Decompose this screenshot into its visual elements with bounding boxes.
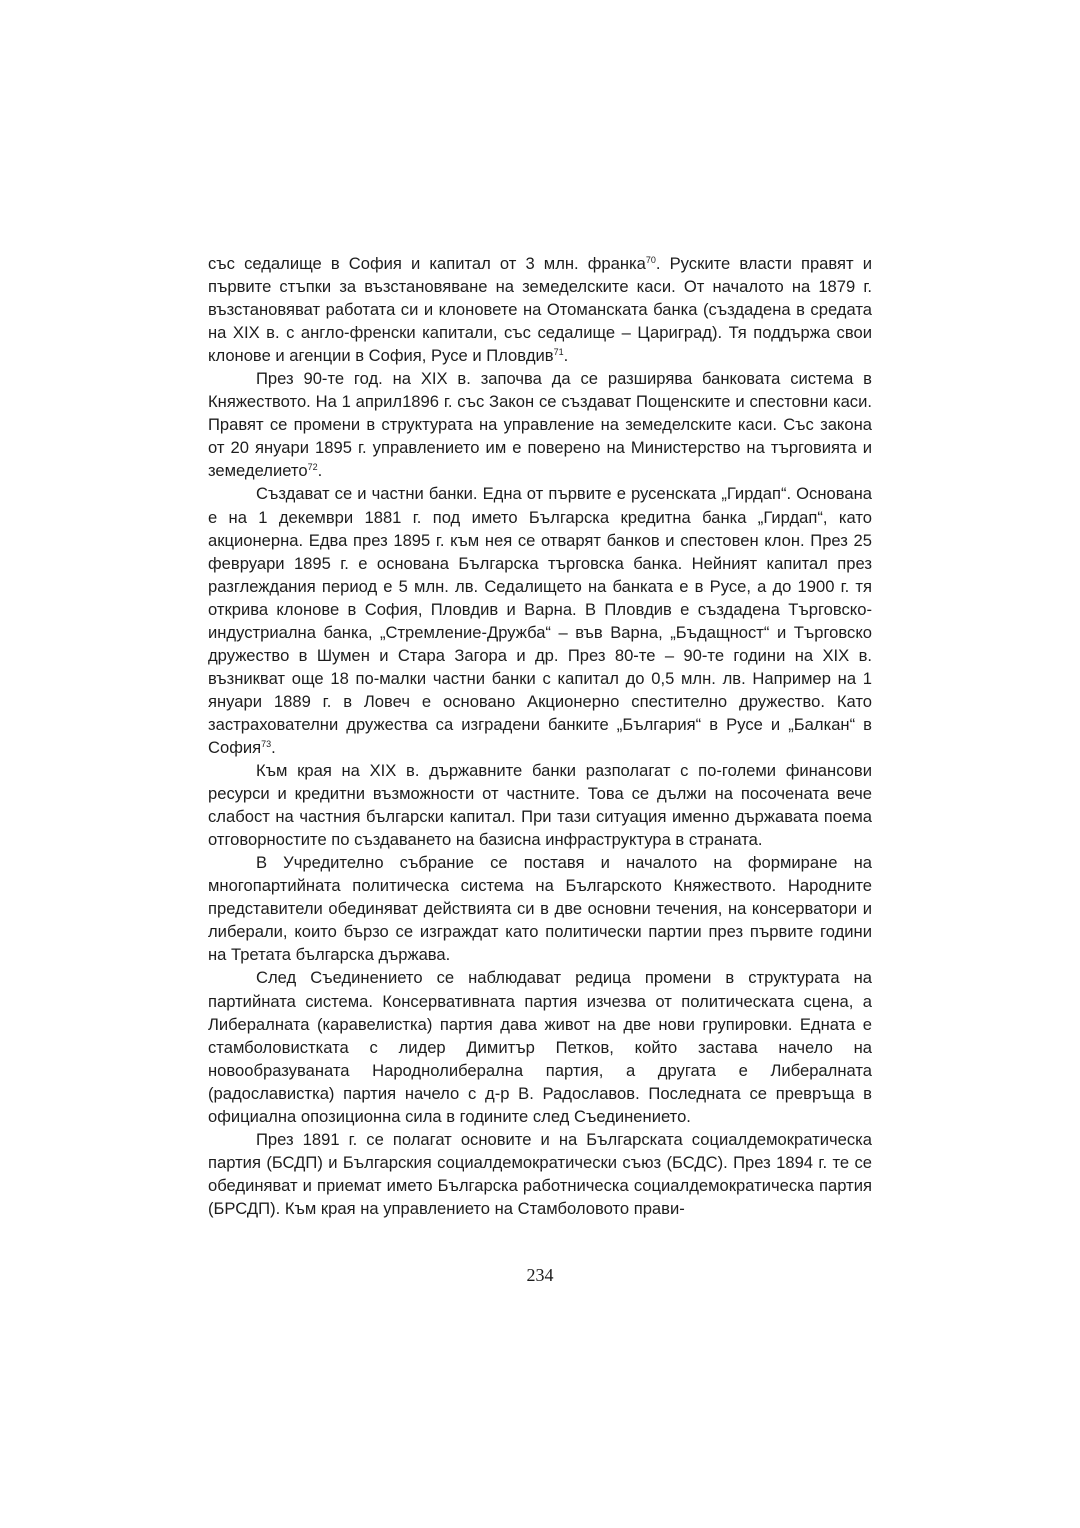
- text-segment: .: [271, 737, 276, 757]
- paragraph: [208, 252, 872, 367]
- text-segment: В Учредително събрание се поставя и началото на формиране на многопартийната политическа система на Българското Княжеството. Народните представители обединяват действията си в две основни течения, на консерватори и либерали, които бързо се изграждат като политически партии през първите години на Третата българска държава.: [208, 853, 872, 965]
- footnote-ref[interactable]: 70: [645, 255, 656, 265]
- paragraph: [208, 851, 872, 966]
- page-number: 234: [526, 1265, 554, 1285]
- footnote-ref[interactable]: 73: [261, 738, 272, 749]
- paragraph: [208, 367, 872, 482]
- text-segment: Създават се и частни банки. Една от първите е русенската „Гирдап“. Основана е на 1 декември 1881 г. под името Българска кредитна банка „Гирдап“, като акционерна. Едва през 1895 г. към нея се отварят банков и спестовен клон. През 25 февруари 1895 г. е основана Българска търговска банка. Нейният капитал през разглеждания период е 5 млн. лв. Седалището на банката е в Русе, а до 1900 г. тя открива клонове в София, Пловдив и Варна. В Пловдив е създадена Търговско-индустриална банка, „Стремление-Дружба“ – във Варна, „Бъдащност“ и Търговско дружество в Шумен и Стара Загора и др. През 80-те – 90-те години на XIX в. възникват още 18 по-малки частни банки с капитал до 0,5 млн. лв. Например на 1 януари 1889 г. в Ловеч е основано Акционерно спестително дружество. Като застрахователни дружества са изградени банките „България“ в Русе и „Балкан“ в София: [208, 484, 872, 757]
- text-segment: със седалище в София и капитал от 3 млн. франка: [208, 254, 646, 273]
- text-segment: През 1891 г. се полагат основите и на Българската социалдемократическа партия (БСДП) и Българския социалдемократически съюз (БСДС). През 1894 г. те се обединяват и приемат името Българска работническа социалдемократическа партия (БРСДП). Към края на управлението на Стамболовото прави-: [208, 1129, 872, 1218]
- text-segment: След Съединението се наблюдават редица промени в структурата на партийната система. Консервативната партия изчезва от политическата сцена, а Либералната (каравелистка) партия дава живот на две нови групировки. Едната е стамболовистката с лидер Димитър Петков, който застава начело на новообразуваната Народнолиберална партия, а другата е Либералната (радославистка) партия начело с д-р В. Радославов. Последната се превръща в официална опозиционна сила в годините след Съединението.: [208, 968, 872, 1126]
- text-segment: . Руските власти правят и първите стъпки за възстановяване на земеделските каси. От началото на 1879 г. възстановяват работата си и клоновете на Отоманската банка (създадена в средата на XIX в. с англо-френски капитали, със седалище – Цариград). Тя поддържа свои клонове и агенции в София, Русе и Пловдив: [208, 254, 872, 366]
- paragraph: [208, 759, 872, 851]
- paragraph: [208, 1128, 872, 1220]
- footnote-ref[interactable]: 71: [553, 347, 564, 358]
- text-segment: .: [563, 346, 569, 366]
- paragraph: [208, 966, 872, 1127]
- text-segment: .: [317, 461, 323, 481]
- paragraph: [208, 482, 872, 759]
- text-segment: През 90-те год. на XIX в. започва да се разширява банковата система в Княжеството. На 1 април1896 г. със Закон се създават Пощенските и спестовни каси. Правят се промени в структурата на управление на земеделските каси. Със закона от 20 януари 1895 г. управлението им е поверено на Министерство на търговията и земеделието: [208, 369, 872, 481]
- footnote-ref[interactable]: 72: [307, 462, 318, 473]
- body-text: [208, 252, 872, 1220]
- text-segment: Към края на XIX в. държавните банки разполагат с по-големи финансови ресурси и кредитни възможности от частните. Това се дължи на посочената вече слабост на частния български капитал. При тази ситуация именно държавата поема отговорностите по създаването на базисна инфраструктура в страната.: [208, 761, 872, 850]
